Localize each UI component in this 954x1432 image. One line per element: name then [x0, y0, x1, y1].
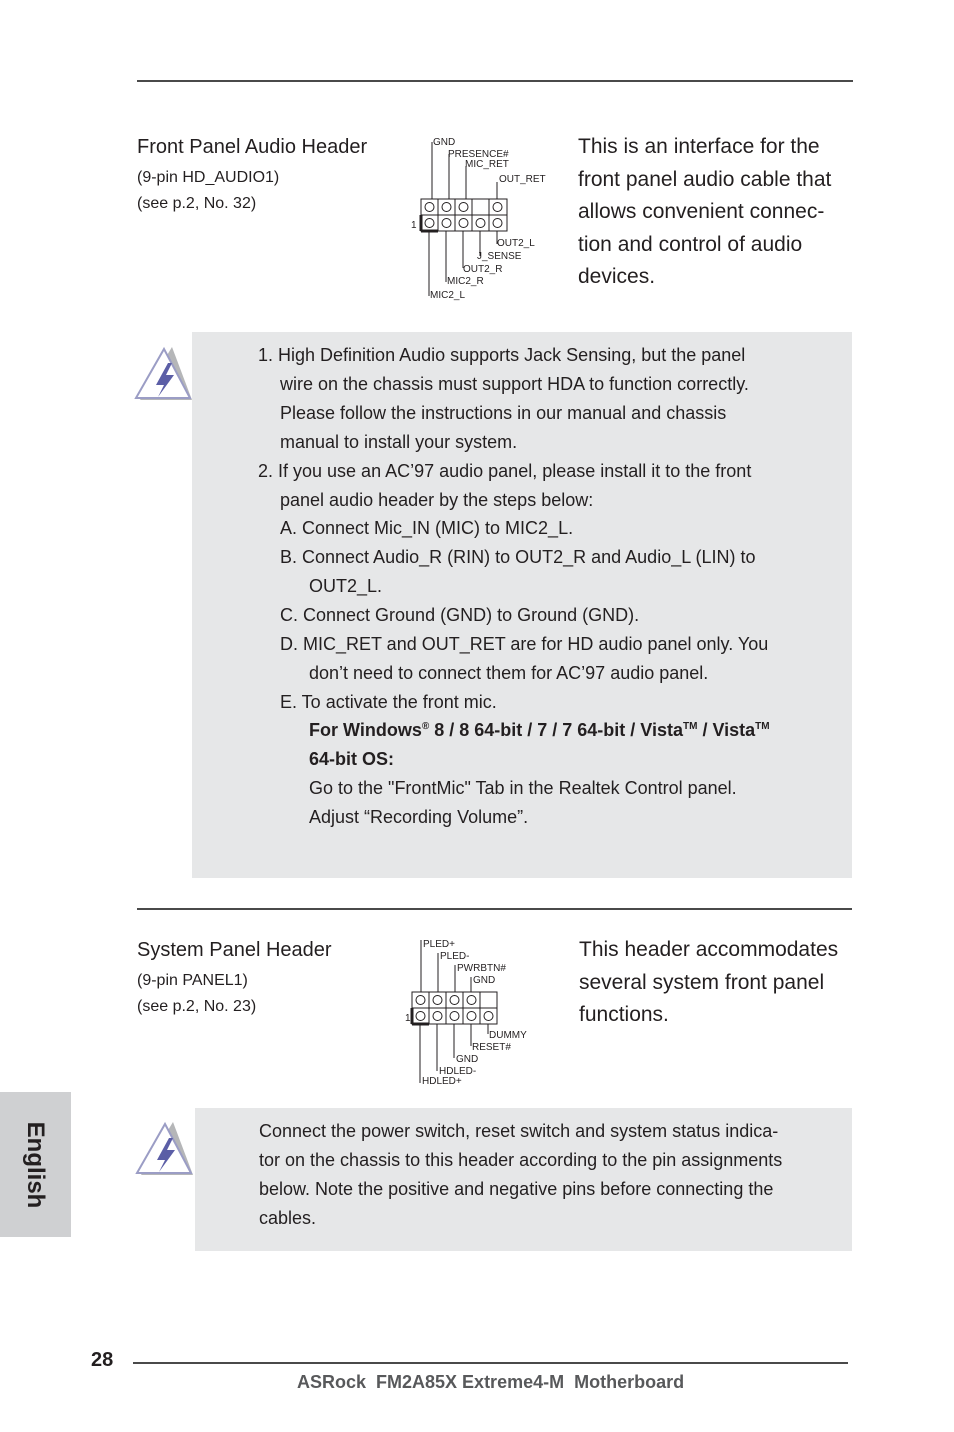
system-panel-sub2: (see p.2, No. 23)	[137, 998, 257, 1015]
audio-note-line: C. Connect Ground (GND) to Ground (GND).	[280, 605, 640, 625]
audio-note-line: OUT2_L.	[309, 576, 383, 596]
desc-line: functions.	[579, 1003, 669, 1026]
front-audio-sub2: (see p.2, No. 32)	[137, 195, 257, 212]
top-rule	[137, 80, 853, 82]
trademark-mark: TM	[682, 721, 698, 732]
pin-label-hdled-minus: HDLED-	[439, 1066, 477, 1077]
warning-icon	[134, 345, 194, 403]
pin-label-reset: RESET#	[472, 1042, 511, 1053]
os-requirement-heading	[309, 720, 770, 741]
pin-label-mic2-r: MIC2_R	[447, 276, 484, 287]
pin-label-gnd: GND	[473, 975, 496, 986]
audio-note-line: 2. If you use an AC’97 audio panel, please install it to the front	[258, 461, 752, 481]
front-audio-pin1-label: 1	[411, 220, 417, 231]
registered-mark: ®	[421, 721, 430, 732]
warning-icon	[134, 1120, 196, 1178]
pin-label-gnd: GND	[433, 137, 456, 148]
audio-note-line: B. Connect Audio_R (RIN) to OUT2_R and Audio_L (LIN) to	[280, 547, 756, 567]
section-rule	[137, 908, 852, 910]
system-note-line: cables.	[259, 1208, 317, 1228]
front-audio-sub1: (9-pin HD_AUDIO1)	[137, 169, 280, 186]
pin-label-pled-minus: PLED-	[440, 951, 470, 962]
language-side-tab	[0, 1092, 71, 1237]
audio-note-line: Please follow the instructions in our manual and chassis	[280, 403, 727, 423]
audio-note-line: wire on the chassis must support HDA to function correctly.	[280, 374, 749, 394]
system-panel-title: System Panel Header	[137, 939, 332, 961]
os-requirement-heading-line2: 64-bit OS:	[309, 749, 395, 769]
system-note-line: Connect the power switch, reset switch and system status indica-	[259, 1121, 779, 1141]
front-audio-title: Front Panel Audio Header	[137, 136, 368, 158]
pin-label-out2-l: OUT2_L	[497, 238, 535, 249]
audio-note-step: Go to the "FrontMic" Tab in the Realtek Control panel.	[309, 778, 737, 798]
page-number: 28	[91, 1349, 114, 1371]
audio-note-line: manual to install your system.	[280, 432, 518, 452]
system-panel-description	[579, 934, 859, 1032]
footer-product-name: ASRock FM2A85X Extreme4-M Motherboard	[297, 1372, 685, 1392]
front-audio-description	[578, 131, 858, 294]
audio-note-line: A. Connect Mic_IN (MIC) to MIC2_L.	[280, 518, 574, 538]
pin-label-out2-r: OUT2_R	[463, 264, 503, 275]
audio-note-line: D. MIC_RET and OUT_RET are for HD audio panel only. You	[280, 634, 769, 654]
pin-label-dummy: DUMMY	[489, 1030, 527, 1041]
system-panel-pin-diagram	[402, 935, 537, 1087]
audio-note-line: don’t need to connect them for AC’97 audio panel.	[309, 663, 709, 683]
system-panel-sub1: (9-pin PANEL1)	[137, 972, 248, 989]
desc-line: This header accommodates	[579, 938, 839, 961]
pin-label-presence: PRESENCE#	[448, 149, 509, 160]
front-audio-pin-diagram	[405, 132, 555, 304]
audio-note-step: Adjust “Recording Volume”.	[309, 807, 529, 827]
os-text: For Windows	[309, 720, 422, 740]
audio-note-line: panel audio header by the steps below:	[280, 490, 594, 510]
desc-line: tion and control of audio	[578, 232, 803, 256]
pin-label-pwrbtn: PWRBTN#	[457, 963, 506, 974]
audio-note-line: 1. High Definition Audio supports Jack Sensing, but the panel	[258, 345, 746, 365]
desc-line: allows convenient connec-	[578, 200, 825, 223]
system-note-line: below. Note the positive and negative pins before connecting the	[259, 1179, 774, 1199]
system-note-line: tor on the chassis to this header according to the pin assignments	[259, 1150, 783, 1170]
pin-label-mic-ret: MIC_RET	[465, 159, 509, 170]
footer-rule	[133, 1362, 848, 1364]
os-text: / Vista	[697, 720, 756, 740]
pin-label-out-ret: OUT_RET	[499, 174, 546, 185]
trademark-mark: TM	[755, 721, 770, 732]
os-text: 8 / 8 64-bit / 7 / 7 64-bit / Vista	[429, 720, 683, 740]
desc-line: several system front panel	[579, 970, 825, 994]
pin-label-pled-plus: PLED+	[423, 939, 455, 950]
language-label: English	[22, 1121, 49, 1209]
pin-label-j-sense: J_SENSE	[477, 251, 522, 262]
desc-line: devices.	[578, 265, 656, 288]
pin-label-mic2-l: MIC2_L	[430, 290, 466, 301]
audio-note-line: E. To activate the front mic.	[280, 692, 497, 712]
system-panel-pin1-label: 1	[405, 1013, 411, 1024]
desc-line: front panel audio cable that	[578, 167, 832, 191]
pin-label-hdled-plus: HDLED+	[422, 1076, 462, 1087]
pin-label-gnd-bottom: GND	[456, 1054, 479, 1065]
desc-line: This is an interface for the	[578, 135, 820, 158]
